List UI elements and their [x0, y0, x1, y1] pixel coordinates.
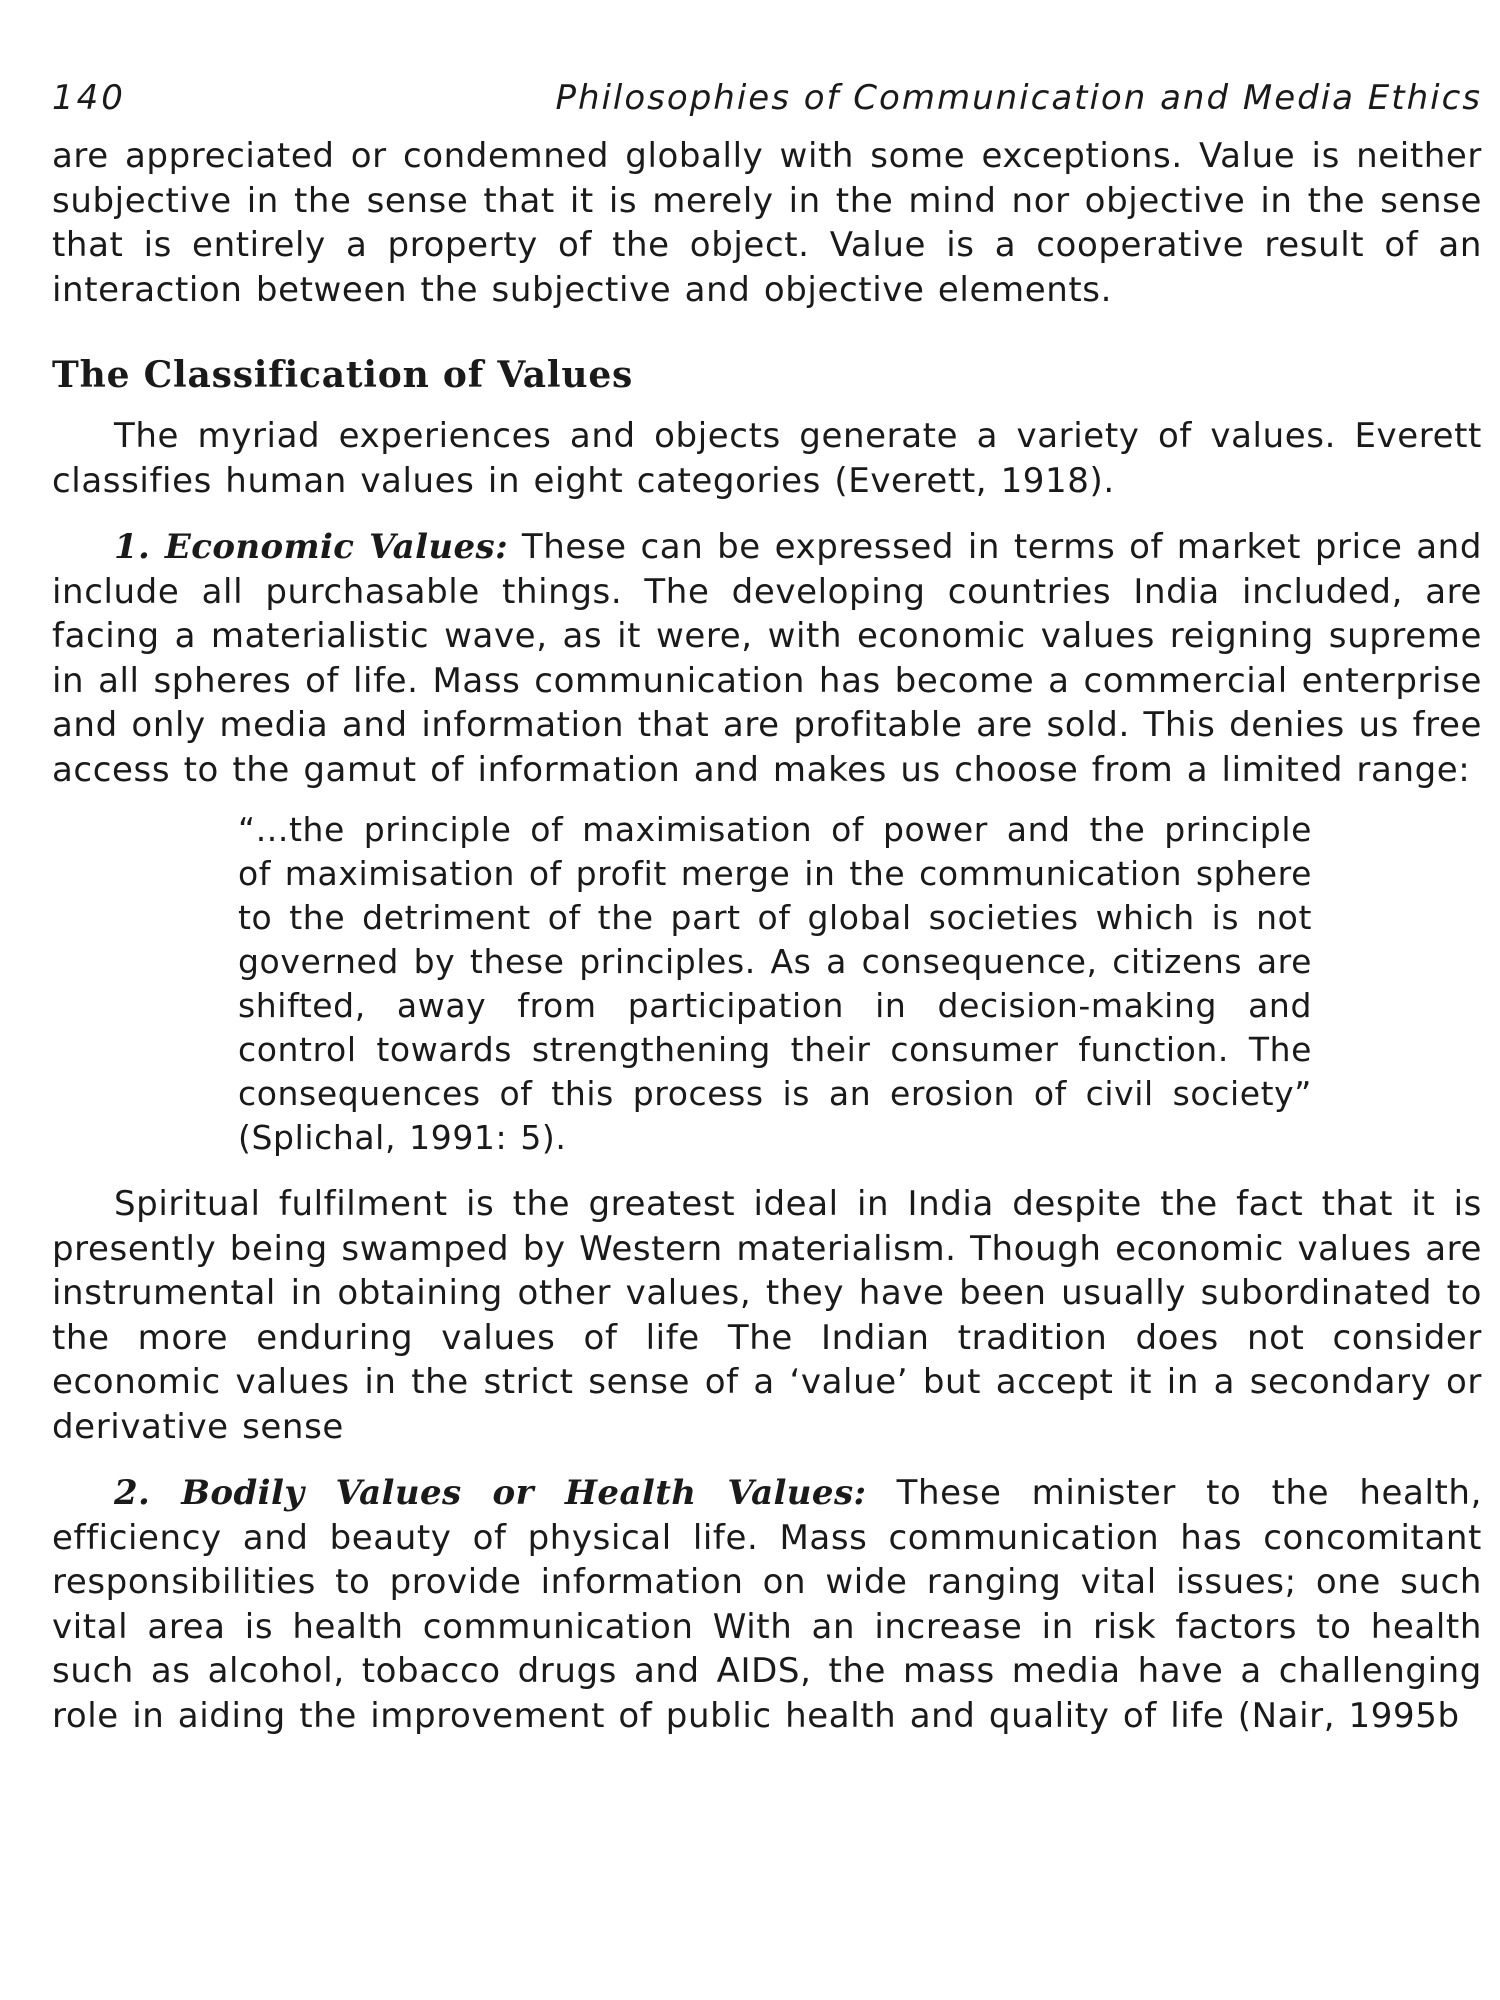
bodily-values-body: These minister to the health, efficiency and beauty of physical life. Mass communication has concomitant responsibilities to provide information on wide ranging vital issues; one such vital area is health communication With an increase in risk factors to health such as alcohol, tobacco drugs and AIDS, the mass media have a challenging role in aiding the improvement of public health and quality of life (Nair, 1995b — [52, 1473, 1482, 1736]
running-title: Philosophies of Communication and Media Ethics — [555, 78, 1482, 118]
running-head — [52, 78, 1482, 134]
spiritual-paragraph: Spiritual fulfilment is the greatest ideal in India despite the fact that it is presently being swamped by Western materialism. Though economic values are instrumental in obtaining other values, they have been usually subordinated to the more enduring values of life The Indian tradition does not consider economic values in the strict sense of a ‘value’ but accept it in a secondary or derivative sense — [52, 1184, 1482, 1447]
classification-paragraph: The myriad experiences and objects generate a variety of values. Everett classifies human values in eight categories (Everett, 1918). — [52, 416, 1482, 501]
economic-values-paragraph — [52, 525, 1482, 792]
intro-paragraph: are appreciated or condemned globally with some exceptions. Value is neither subjective in the sense that it is merely in the mind nor objective in the sense that is entirely a property of the object. Value is a cooperative result of an interaction between the subjective and objective elements. — [52, 136, 1482, 310]
block-quote: “...the principle of maximisation of power and the principle of maximisation of profit merge in the communication sphere to the detriment of the part of global societies which is not governed by these principles. As a consequence, citizens are shifted, away from participation in decision-making and control towards strengthening their consumer function. The consequences of this process is an erosion of civil society” (Splichal, 1991: 5). — [238, 810, 1312, 1157]
bodily-values-paragraph — [52, 1471, 1482, 1738]
bodily-values-heading: 2. Bodily Values or Health Values: — [114, 1473, 867, 1513]
page-number: 140 — [52, 78, 126, 118]
economic-values-heading: 1. Economic Values: — [114, 527, 509, 567]
book-page — [52, 78, 1482, 1738]
economic-values-body: These can be expressed in terms of market price and include all purchasable things. The developing countries India included, are facing a materialistic wave, as it were, with economic values reigning supreme in all spheres of life. Mass communication has become a commercial enterprise and only media and information that are profitable are sold. This denies us free access to the gamut of information and makes us choose from a limited range: — [52, 527, 1482, 790]
section-heading: The Classification of Values — [52, 354, 634, 396]
